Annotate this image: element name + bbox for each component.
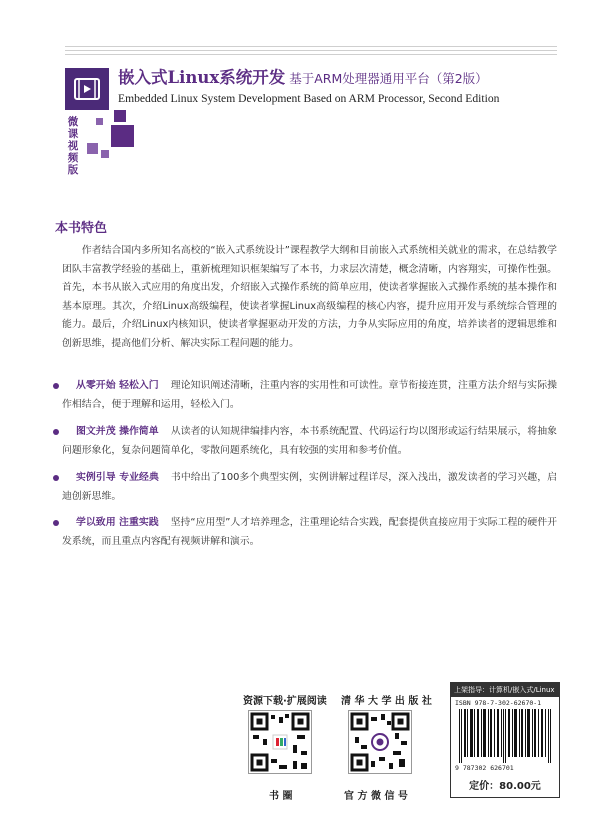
bullet-dot (53, 383, 59, 389)
intro-paragraph: 作者结合国内多所知名高校的“嵌入式系统设计”课程教学大纲和目前嵌入式系统相关就业的需求，在总结教学团队丰富教学经验的基础上，重新梳理知识框架编写了本书，力求层次清楚，概念清晰，内容翔实，可操作性强。首先，本书从嵌入式应用的角度出发，介绍嵌入式操作系统的简单应用，使读者掌握嵌入式操作系统的基本操作和基本原理。其次，介绍Linux高级编程，使读者掌握Linux高级编程的核心内容，提升应用开发与系统综合管理的能力。最后，介绍Linux内核知识，使读者掌握驱动开发的方法，力争从实际应用的角度，培养读者的逻辑思维和创新思维，提高他们分析、解决实际工程问题的能力。 (62, 245, 557, 349)
feature-title: 图文并茂 操作简单 (76, 426, 159, 437)
bullet-dot (53, 520, 59, 526)
video-film-icon (73, 77, 101, 101)
feature-text: 坚持“应用型”人才培养理念，注重理论结合实践，配套提供直接应用于实际工程的硬件开发系统，而且重点内容配有视频讲解和演示。 (62, 517, 557, 547)
bullet-dot (53, 475, 59, 481)
decor-square (111, 125, 134, 147)
qr-code-resources[interactable] (248, 710, 312, 774)
feature-text: 理论知识阐述清晰，注重内容的实用性和可读性。章节衔接连贯，注重方法介绍与实际操作相结合，便于理解和运用，轻松入门。 (62, 380, 557, 410)
barcode-digits: 9 787302 626701 (455, 764, 514, 772)
bullet-dot (53, 429, 59, 435)
video-series-logo (65, 68, 109, 110)
feature-text: 书中给出了100多个典型实例，实例讲解过程详尽，深入浅出，激发读者的学习兴趣，启迪创新思维。 (62, 472, 557, 502)
decor-square (101, 150, 109, 158)
isbn-text: ISBN 978-7-302-62670-1 (455, 699, 542, 707)
shelving-category: 上架指导：计算机/嵌入式/Linux (451, 683, 559, 697)
feature-item (62, 423, 557, 460)
qr-top-label: 清 华 大 学 出 版 社 (341, 696, 432, 707)
qr-code-wechat[interactable] (348, 710, 412, 774)
qr-top-label: 资源下载·扩展阅读 (243, 696, 327, 707)
decor-square (114, 110, 126, 122)
feature-text: 从读者的认知规律编排内容，本书系统配置、代码运行均以图形或运行结果展示，将抽象问题形象化，复杂问题简单化，零散问题系统化，具有较强的实用和参考价值。 (62, 426, 557, 456)
top-decorative-lines (65, 46, 557, 58)
decor-square (96, 118, 103, 125)
feature-item (62, 514, 557, 551)
price-label: 定价：80.00元 (469, 781, 541, 792)
barcode-bars (457, 709, 553, 763)
series-badge: 微课视频版 (67, 116, 79, 176)
qr-code-icon (249, 711, 311, 773)
book-subtitle: 基于ARM处理器通用平台（第2版） (289, 71, 488, 86)
book-title-english: Embedded Linux System Development Based on ARM Processor, Second Edition (118, 92, 500, 105)
qr-code-icon (349, 711, 411, 773)
feature-title: 从零开始 轻松入门 (76, 380, 159, 391)
feature-item (62, 469, 557, 506)
book-title (118, 64, 488, 88)
feature-title: 学以致用 注重实践 (76, 517, 159, 528)
qr-bottom-label: 官 方 微 信 号 (344, 791, 408, 802)
book-title-main: 嵌入式Linux系统开发 (118, 68, 286, 87)
features-heading: 本书特色 (55, 221, 108, 236)
feature-item (62, 377, 557, 414)
feature-title: 实例引导 专业经典 (76, 472, 159, 483)
barcode-block (450, 682, 560, 798)
decor-square (87, 143, 98, 154)
qr-bottom-label: 书 圈 (269, 791, 293, 802)
